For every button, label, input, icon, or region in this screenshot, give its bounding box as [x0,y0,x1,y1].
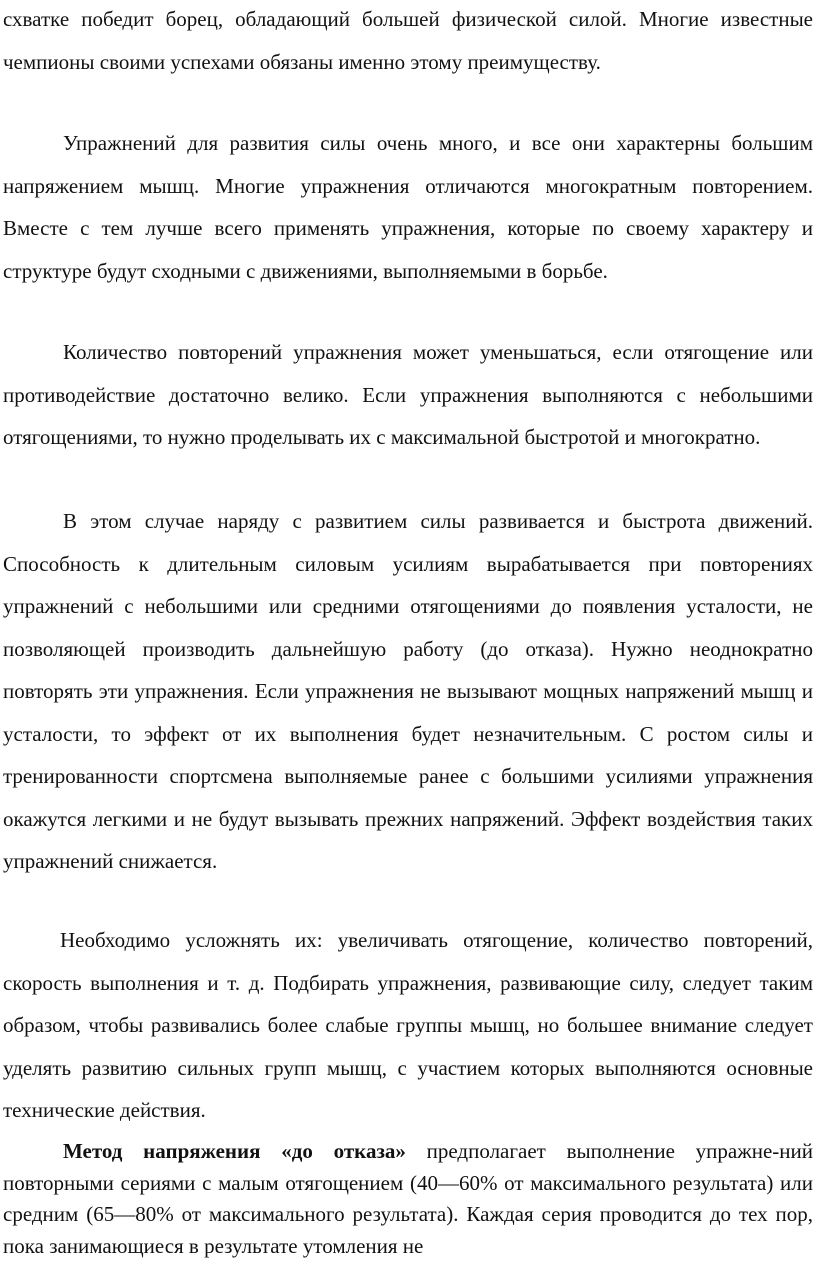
paragraph-1: схватке победит борец, обладающий большей физической силой. Многие известные чемпионы своими успехами обязаны именно этому преимуществу. [3,7,813,74]
paragraph-6-body: предполагает выполнение упражне-ний повторными сериями с малым отягощением (40—60% от максимального результата) или средним (65—80% от максимального результата). Каждая серия проводится до тех пор, пока занимающиеся в результате утомления не [3,1139,813,1258]
paragraph-2: Упражнений для развития силы очень много, и все они характерны большим напряжением мышц. Многие упражнения отличаются многократным повторением. Вместе с тем лучше всего применять упражнения, которые по своему характеру и структуре будут сходными с движениями, выполняемыми в борьбе. [3,131,813,283]
paragraph-3: Количество повторений упражнения может уменьшаться, если отягощение или противодействие достаточно велико. Если упражнения выполняются с небольшими отягощениями, то нужно проделывать их с максимальной быстротой и многократно. [3,340,813,449]
paragraph-4: В этом случае наряду с развитием силы развивается и быстрота движений. Способность к длительным силовым усилиям вырабатывается при повторениях упражнений с небольшими или средними отягощениями до появления усталости, не позволяющей производить дальнейшую работу (до отказа). Нужно неоднократно повторять эти упражнения. Если упражнения не вызывают мощных напряжений мышц и усталости, то эффект от их выполнения будет незначительным. С ростом силы и тренированности спортсмена выполняемые ранее с большими усилиями упражнения окажутся легкими и не будут вызывать прежних напряжений. Эффект воздействия таких упражнений снижается. [3,509,813,873]
paragraph-6 [3,1136,813,1262]
paragraph-5: Необходимо усложнять их: увеличивать отягощение, количество повторений, скорость выполнения и т. д. Подбирать упражнения, развивающие силу, следует таким образом, чтобы развивались более слабые группы мышц, но большее внимание следует уделять развитию сильных групп мышц, с участием которых выполняются основные технические действия. [3,928,813,1122]
method-heading: Метод напряжения «до отказа» [63,1139,406,1163]
